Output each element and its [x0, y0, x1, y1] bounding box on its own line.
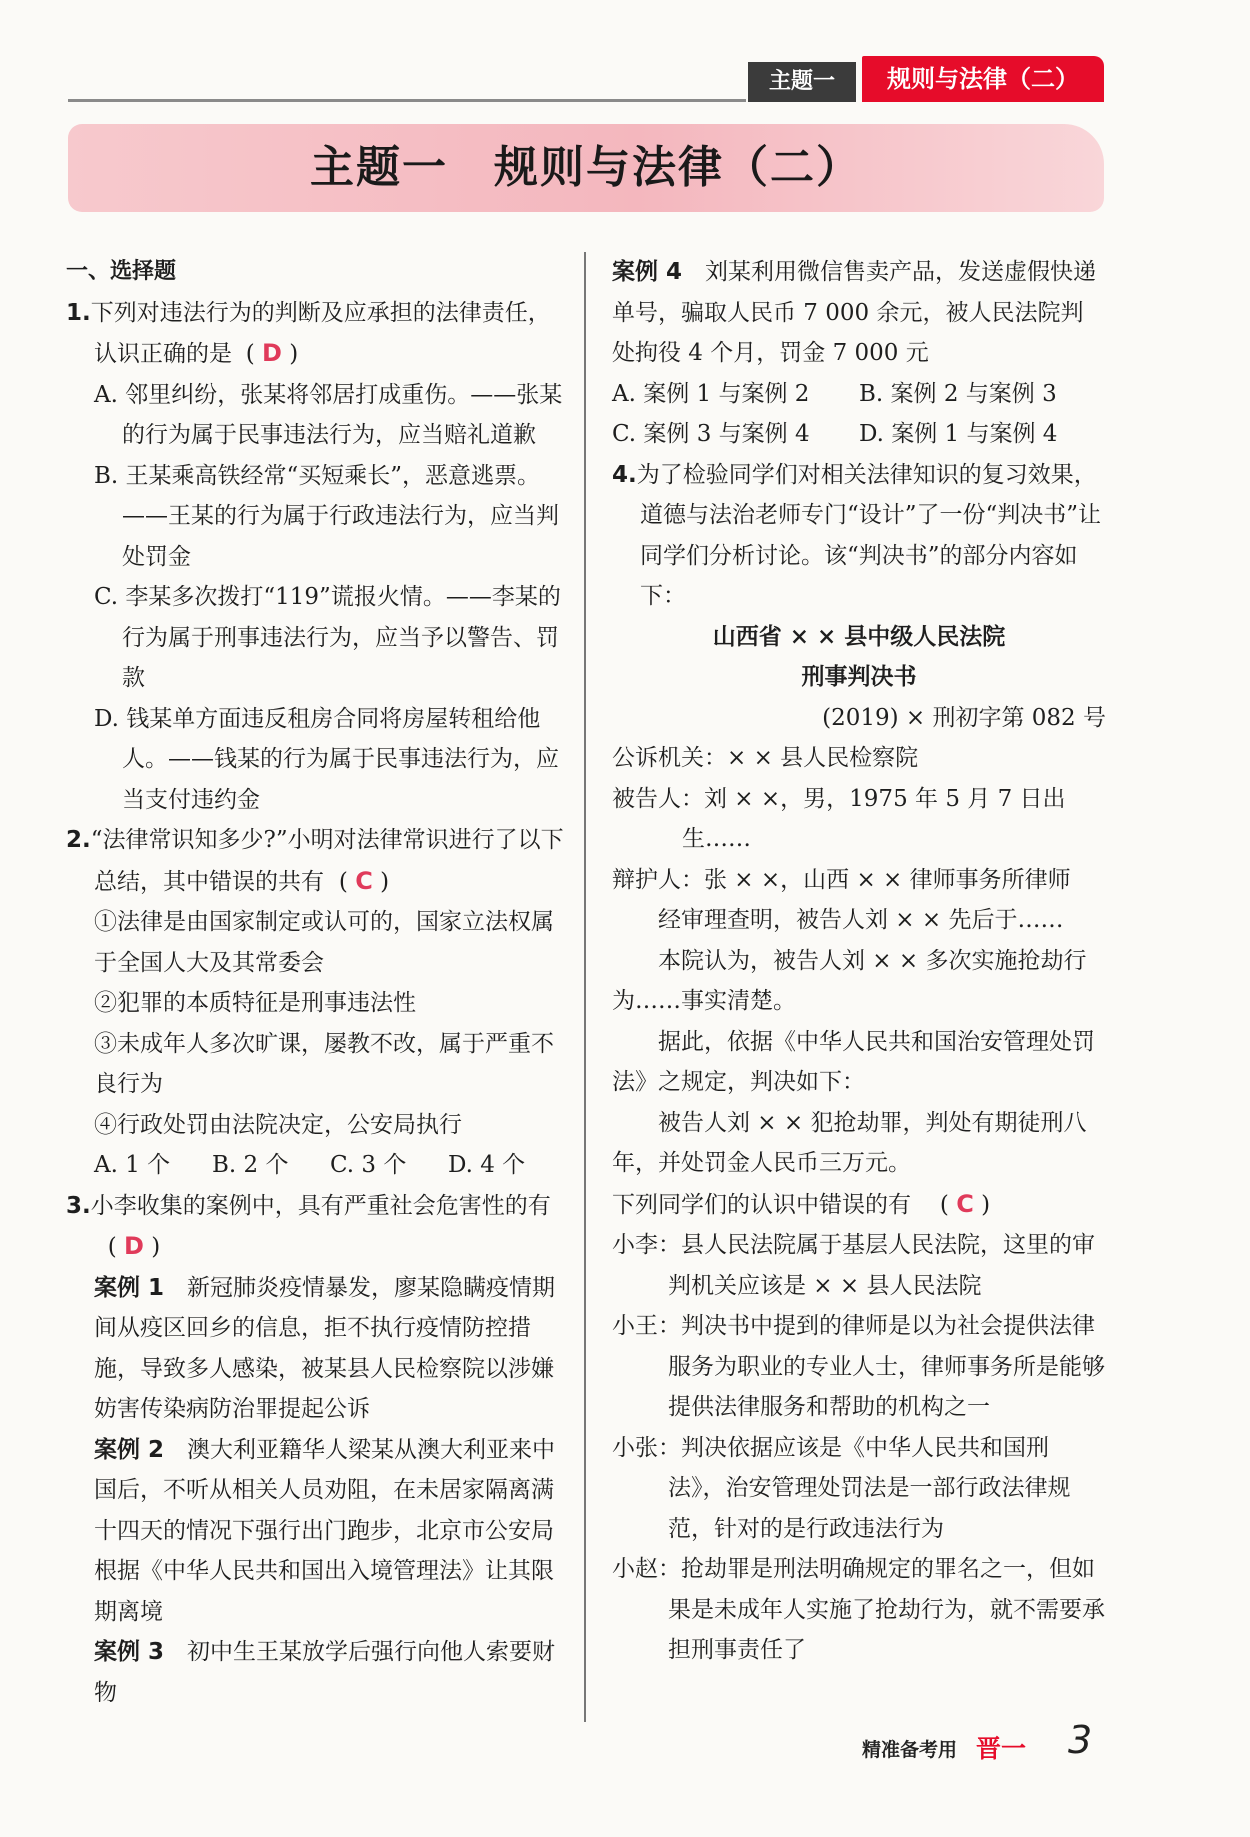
option-a: A. 1 个	[94, 1152, 171, 1178]
question-stem: 小李收集的案例中，具有严重社会危害性的有	[90, 1192, 551, 1219]
question-number: 2.	[66, 827, 91, 853]
option-b: B. 2 个	[212, 1152, 289, 1178]
options-row	[66, 1145, 566, 1186]
question-stem: “法律常识知多少?”小明对法律常识进行了以下总结，其中错误的共有	[90, 827, 564, 895]
page-number: 3	[1068, 1718, 1093, 1762]
statement-2: ②犯罪的本质特征是刑事违法性	[94, 990, 416, 1016]
judgment-body-4: 被告人刘 × × 犯抢劫罪，判处有期徒刑八年，并处罚金人民币三万元。	[612, 1109, 1087, 1176]
case-number: (2019) × 刑初字第 082 号	[822, 704, 1106, 731]
defender-line: 辩护人：张 × ×，山西 × × 律师事务所律师	[612, 866, 1071, 893]
title-banner	[68, 124, 1104, 212]
option-a: A. 邻里纠纷，张某将邻居打成重伤。——张某的行为属于民事违法行为，应当赔礼道歉	[94, 381, 563, 448]
case-4	[612, 252, 1106, 374]
question-number: 3.	[66, 1192, 91, 1219]
option-d: D. 案例 1 与案例 4	[859, 421, 1058, 447]
question-1	[66, 293, 566, 375]
left-column	[66, 252, 566, 1713]
footer-label: 精准备考用	[862, 1739, 958, 1761]
header-rule	[68, 99, 746, 102]
answer-letter: D	[262, 339, 282, 367]
opinion-xiaozhang: 小张：判决依据应该是《中华人民共和国刑法》，治安管理处罚法是一部行政法律规范，针对的是行政违法行为	[612, 1434, 1071, 1542]
header-title-tab: 规则与法律（二）	[862, 56, 1104, 102]
question-stem: 为了检验同学们对相关法律知识的复习效果，道德与法治老师专门“设计”了一份“判决书”让同学们分析讨论。该“判决书”的部分内容如下：	[636, 461, 1102, 609]
question-stem: 下列同学们的认识中错误的有	[612, 1191, 911, 1218]
case-1	[66, 1268, 566, 1430]
question-number: 4.	[612, 461, 637, 488]
prosecutor-line: 公诉机关：× × 县人民检察院	[612, 745, 919, 771]
case-label: 案例 3	[94, 1639, 165, 1665]
answer-letter: C	[956, 1189, 974, 1218]
statement-4: ④行政处罚由法院决定，公安局执行	[94, 1111, 462, 1138]
case-2	[66, 1430, 566, 1633]
answer-bracket: ( D )	[107, 1232, 161, 1260]
defendant-line: 被告人：刘 × ×，男，1975 年 5 月 7 日出生……	[612, 785, 1066, 852]
header-topic-tab: 主题一	[748, 62, 856, 102]
answer-letter: C	[355, 866, 373, 895]
column-divider	[584, 252, 586, 1722]
case-label: 案例 1	[94, 1274, 165, 1301]
question-4	[612, 455, 1106, 617]
question-number: 1.	[66, 299, 91, 326]
option-d: D. 钱某单方面违反租房合同将房屋转租给他人。——钱某的行为属于民事违法行为，应当支付违约金	[94, 705, 559, 813]
case-text: 初中生王某放学后强行向他人索要财物	[94, 1639, 556, 1706]
case-3	[66, 1632, 566, 1713]
section-heading: 一、选择题	[66, 259, 177, 284]
answer-bracket: ( C )	[338, 866, 390, 895]
answer-bracket: ( D )	[245, 339, 299, 367]
statement-3: ③未成年人多次旷课，屡教不改，属于严重不良行为	[94, 1030, 554, 1097]
option-c: C. 案例 3 与案例 4	[612, 421, 810, 447]
q4-question	[612, 1184, 1106, 1226]
case-text: 新冠肺炎疫情暴发，廖某隐瞒疫情期间从疫区回乡的信息，拒不执行疫情防控措施，导致多人感染，被某县人民检察院以涉嫌妨害传染病防治罪提起公诉	[94, 1274, 556, 1422]
page-title: 主题一 规则与法律（二）	[310, 142, 862, 193]
option-c: C. 3 个	[330, 1152, 407, 1178]
question-2	[66, 820, 566, 902]
opinion-xiaoli: 小李：县人民法院属于基层人民法院，这里的审判机关应该是 × × 县人民法院	[612, 1232, 1095, 1299]
opinion-xiaozhao: 小赵：抢劫罪是刑法明确规定的罪名之一，但如果是未成年人实施了抢劫行为，就不需要承担刑事责任了	[612, 1556, 1105, 1663]
case-label: 案例 4	[612, 259, 683, 285]
statement-1: ①法律是由国家制定或认可的，国家立法权属于全国人大及其常委会	[94, 909, 554, 976]
option-d: D. 4 个	[448, 1152, 526, 1178]
option-a: A. 案例 1 与案例 2	[612, 380, 810, 407]
judgment-title: 刑事判决书	[801, 663, 917, 690]
option-c: C. 李某多次拨打“119”谎报火情。——李某的行为属于刑事违法行为，应当予以警告、罚款	[94, 584, 561, 691]
answer-letter: D	[124, 1232, 144, 1260]
case-label: 案例 2	[94, 1436, 165, 1463]
options-row-1	[612, 374, 1106, 415]
question-stem: 下列对违法行为的判断及应承担的法律责任，认识正确的是	[90, 299, 551, 367]
judgment-body-1: 经审理查明，被告人刘 × × 先后于……	[658, 907, 1064, 933]
judgment-body-2: 本院认为，被告人刘 × × 多次实施抢劫行为……事实清楚。	[612, 947, 1087, 1014]
answer-bracket: ( C )	[939, 1189, 991, 1218]
court-name: 山西省 × × 县中级人民法院	[712, 622, 1006, 650]
right-column	[612, 252, 1106, 1671]
question-3	[66, 1186, 566, 1268]
footer-brand: 晋一	[976, 1734, 1027, 1763]
opinion-xiaowang: 小王：判决书中提到的律师是以为社会提供法律服务为职业的专业人士，律师事务所是能够提供法律服务和帮助的机构之一	[612, 1313, 1105, 1420]
case-text: 刘某利用微信售卖产品，发送虚假快递单号，骗取人民币 7 000 余元，被人民法院判处拘役 4 个月，罚金 7 000 元	[612, 259, 1097, 366]
options-row-2	[612, 414, 1106, 455]
option-b: B. 王某乘高铁经常“买短乘长”，恶意逃票。——王某的行为属于行政违法行为，应当判处罚金	[94, 462, 559, 570]
case-text: 澳大利亚籍华人梁某从澳大利亚来中国后，不听从相关人员劝阻，在未居家隔离满十四天的情况下强行出门跑步，北京市公安局根据《中华人民共和国出入境管理法》让其限期离境	[94, 1436, 556, 1625]
judgment-body-3: 据此，依据《中华人民共和国治安管理处罚法》之规定，判决如下：	[612, 1028, 1095, 1095]
option-b: B. 案例 2 与案例 3	[859, 380, 1057, 407]
